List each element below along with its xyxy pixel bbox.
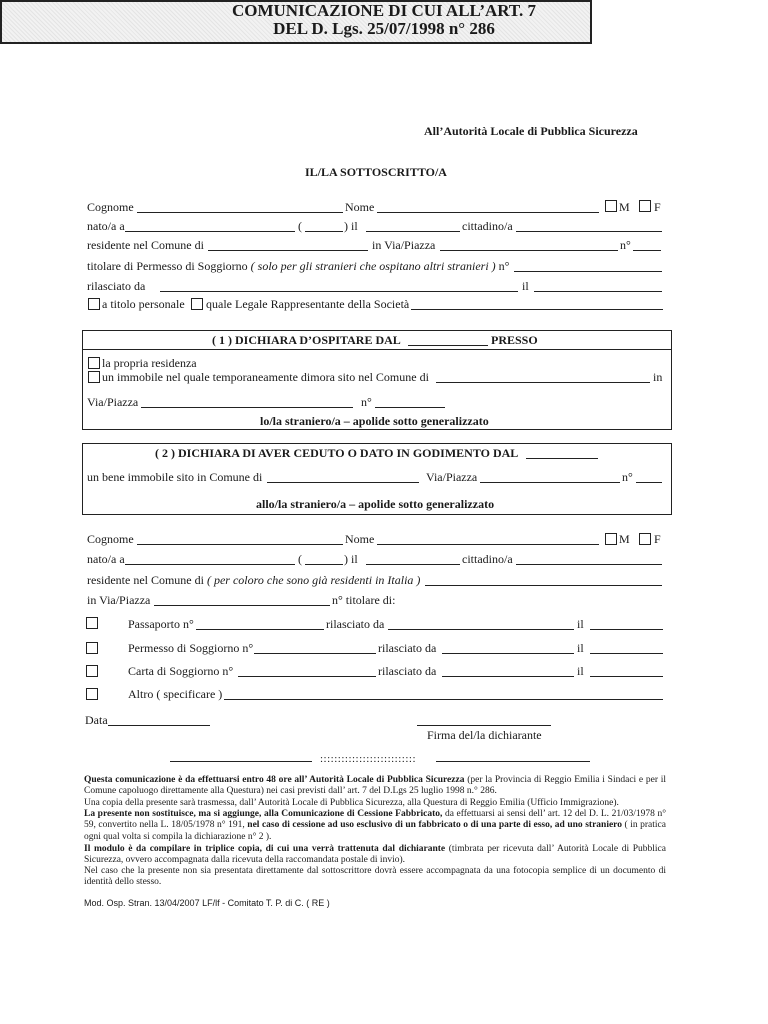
box2-n-field[interactable] (636, 482, 662, 483)
s2-cognome-label: Cognome (87, 532, 134, 546)
s2-sex-m-label: M (619, 532, 630, 546)
box1-in-label: in (653, 370, 663, 384)
box2-via-field[interactable] (480, 482, 620, 483)
data-nascita-field[interactable] (366, 231, 460, 232)
form-title-line2: DEL D. Lgs. 25/07/1998 n° 286 (273, 19, 495, 38)
altro-field[interactable] (224, 699, 663, 700)
cittadino-label: cittadino/a (462, 219, 513, 233)
data-field[interactable] (108, 725, 210, 726)
passaporto-rilasciato-field[interactable] (388, 629, 574, 630)
passaporto-field[interactable] (196, 629, 324, 630)
box1-comune-field[interactable] (436, 382, 650, 383)
passaporto-label: Passaporto n° (128, 617, 194, 631)
s2-via-field[interactable] (154, 605, 330, 606)
propria-residenza-checkbox[interactable] (88, 357, 100, 369)
propria-residenza-label: la propria residenza (102, 356, 197, 370)
separator-dots: ::::::::::::::::::::::::::: (320, 753, 417, 765)
s2-nato-label: nato/a a (87, 552, 125, 566)
s2-sex-m-checkbox[interactable] (605, 533, 617, 545)
note-fotocopia: Nel caso che la presente non sia presentata direttamente dal sottoscrittore dovrà essere accompagnata da una fotocopia semplice di un documento di identità dello stesso. (84, 866, 666, 888)
il-field[interactable] (534, 291, 662, 292)
legale-label: quale Legale Rappresentante della Società (206, 297, 410, 311)
cognome-field[interactable] (137, 212, 343, 213)
permesso-n-field[interactable] (254, 653, 376, 654)
carta-rilasciato-label: rilasciato da (378, 664, 437, 678)
legale-checkbox[interactable] (191, 298, 203, 310)
box1-presso: PRESSO (491, 333, 538, 347)
via-label: in Via/Piazza (372, 238, 436, 252)
s2-cognome-field[interactable] (137, 544, 343, 545)
recipient: All’Autorità Locale di Pubblica Sicurezza (424, 124, 638, 138)
s2-via-label: in Via/Piazza (87, 593, 151, 607)
box1-n-field[interactable] (375, 407, 445, 408)
permesso-il-label: il (577, 641, 584, 655)
passaporto-checkbox[interactable] (86, 617, 98, 629)
s2-paren-open: ( (298, 552, 302, 566)
separator-line-left (170, 761, 312, 762)
sex-f-checkbox[interactable] (639, 200, 651, 212)
il-label: ) il (344, 219, 358, 233)
residente-label: residente nel Comune di (87, 238, 204, 252)
s2-sex-f-checkbox[interactable] (639, 533, 651, 545)
s2-nome-label: Nome (345, 532, 375, 546)
societa-field[interactable] (411, 309, 663, 310)
s2-data-nascita-field[interactable] (366, 564, 460, 565)
box2-title: ( 2 ) DICHIARA DI AVER CEDUTO O DATO IN GODIMENTO DAL (155, 446, 519, 460)
s2-il-label: ) il (344, 552, 358, 566)
box1-via-label: Via/Piazza (87, 395, 139, 409)
permesso-rilasciato-field[interactable] (442, 653, 574, 654)
box1-dal-field[interactable] (408, 345, 488, 346)
residente-field[interactable] (208, 250, 368, 251)
firma-label: Firma del/la dichiarante (427, 728, 542, 742)
nome-label: Nome (345, 200, 375, 214)
numero-field[interactable] (633, 250, 661, 251)
paren-open: ( (298, 219, 302, 233)
box2-dal-field[interactable] (526, 458, 598, 459)
altro-label: Altro ( specificare ) (128, 687, 223, 701)
carta-il-label: il (577, 664, 584, 678)
permesso-checkbox[interactable] (86, 642, 98, 654)
s2-cittadino-label: cittadino/a (462, 552, 513, 566)
provincia-field[interactable] (305, 231, 343, 232)
box2-via-label: Via/Piazza (426, 470, 478, 484)
permesso-rilasciato-label: rilasciato da (378, 641, 437, 655)
sex-f-label: F (654, 200, 661, 214)
il-label-2: il (522, 279, 529, 293)
cittadino-field[interactable] (516, 231, 662, 232)
s2-provincia-field[interactable] (305, 564, 343, 565)
box1-divider (82, 349, 671, 350)
box2-bene-label: un bene immobile sito in Comune di (87, 470, 263, 484)
note-48-ore: Questa comunicazione è da effettuarsi entro 48 ore all’ Autorità Locale di Pubblica Sicurezza (per la Provincia di Reggio Emilia i Sindaci e per il Comune capoluogo direttamente alla Questura) nei casi previsti dall’ art. 7 del D.Lgs 25 luglio 1998 n.° 286. (84, 775, 666, 797)
data-label: Data (85, 713, 108, 727)
personale-label: a titolo personale (102, 297, 185, 311)
s2-sex-f-label: F (654, 532, 661, 546)
carta-rilasciato-field[interactable] (442, 676, 574, 677)
sex-m-checkbox[interactable] (605, 200, 617, 212)
nato-label: nato/a a (87, 219, 125, 233)
box2-comune-field[interactable] (267, 482, 419, 483)
note-cessione: La presente non sostituisce, ma si aggiunge, alla Comunicazione di Cessione Fabbricato, da effettuarsi ai sensi dell’ art. 12 del D. L. 21/03/1978 n° 59, convertito nella L. 18/05/1978 n° 191, nel caso di cessione ad uso esclusivo di un fabbricato o di una parte di esso, ad uno straniero ( in pratica ogni qual volta si compila la dichiarazione n° 2 ). (84, 809, 666, 842)
box2-footer: allo/la straniero/a – apolide sotto generalizzato (256, 497, 495, 511)
form-title-line1: COMUNICAZIONE DI CUI ALL’ART. 7 (231, 1, 537, 20)
personale-checkbox[interactable] (88, 298, 100, 310)
box1-via-field[interactable] (141, 407, 353, 408)
permesso-field[interactable] (514, 271, 662, 272)
immobile-checkbox[interactable] (88, 371, 100, 383)
via-field[interactable] (440, 250, 618, 251)
permesso-label: Permesso di Soggiorno n° (128, 641, 254, 655)
nome-field[interactable] (377, 212, 599, 213)
section-heading: IL/LA SOTTOSCRITTO/A (305, 165, 447, 179)
passaporto-rilasciato-label: rilasciato da (326, 617, 385, 631)
separator-line-right (436, 761, 590, 762)
sex-m-label: M (619, 200, 630, 214)
altro-checkbox[interactable] (86, 688, 98, 700)
s2-residente-field[interactable] (425, 585, 662, 586)
permesso-il-field[interactable] (590, 653, 663, 654)
carta-n-field[interactable] (238, 676, 376, 677)
rilasciato-label: rilasciato da (87, 279, 146, 293)
passaporto-il-label: il (577, 617, 584, 631)
s2-nato-field[interactable] (125, 564, 295, 565)
carta-label: Carta di Soggiorno n° (128, 664, 234, 678)
cognome-label: Cognome (87, 200, 134, 214)
carta-il-field[interactable] (590, 676, 663, 677)
passaporto-il-field[interactable] (590, 629, 663, 630)
firma-field[interactable] (417, 725, 551, 726)
s2-residente-label: residente nel Comune di ( per coloro che sono già residenti in Italia ) (87, 573, 421, 587)
title-box (0, 0, 592, 44)
box2-n-label: n° (622, 470, 633, 484)
nato-field[interactable] (125, 231, 295, 232)
note-copia: Una copia della presente sarà trasmessa, dall’ Autorità Locale di Pubblica Sicurezza, alla Questura di Reggio Emilia (Ufficio Immigrazione). (84, 798, 619, 808)
s2-cittadino-field[interactable] (516, 564, 662, 565)
box1-n-label: n° (361, 395, 372, 409)
modulo-footer: Mod. Osp. Stran. 13/04/2007 LF/lf - Comitato T. P. di C. ( RE ) (84, 898, 330, 908)
immobile-label: un immobile nel quale temporaneamente dimora sito nel Comune di (102, 370, 429, 384)
rilasciato-field[interactable] (160, 291, 518, 292)
box1-footer: lo/la straniero/a – apolide sotto generalizzato (260, 414, 489, 428)
s2-titolare-label: n° titolare di: (332, 593, 396, 607)
carta-checkbox[interactable] (86, 665, 98, 677)
note-triplice-copia: Il modulo è da compilare in triplice copia, di cui una verrà trattenuta dal dichiarante (timbrata per ricevuta dall’ Autorità Locale di Pubblica Sicurezza, ovvero accompagnata dalla ricevuta della raccomandata postale di invio). (84, 844, 666, 866)
box1-title: ( 1 ) DICHIARA D’OSPITARE DAL (212, 333, 401, 347)
titolare-label: titolare di Permesso di Soggiorno ( solo per gli stranieri che ospitano altri stranieri ) n° (87, 259, 510, 273)
numero-label: n° (620, 238, 631, 252)
s2-nome-field[interactable] (377, 544, 599, 545)
